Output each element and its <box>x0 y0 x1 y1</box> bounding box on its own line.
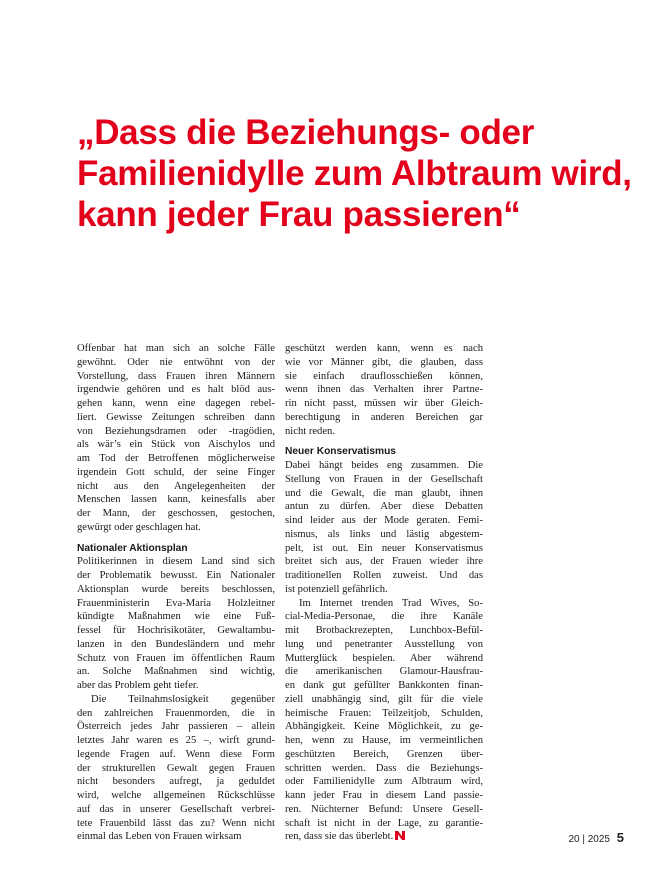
text-line: berechtigung in anderen Bereichen gar <box>285 411 483 423</box>
text-line: Dabei hängt beides eng zusammen. Die <box>285 460 483 471</box>
text-line: und die Gewalt, die man glaubt, ihnen <box>285 487 483 499</box>
page-footer <box>568 830 624 845</box>
text-line: den zahlreichen Frauenmorden, die in <box>77 707 275 719</box>
paragraph <box>285 597 483 845</box>
text-line: nicht reden. <box>285 425 336 437</box>
text-line: fessel für Hochrisikotäter, Gewaltambu- <box>77 625 275 636</box>
text-line: legende Fragen auf. Wenn diese Form <box>77 748 275 760</box>
text-line: lanzen in den Bundesländern und mehr <box>77 638 275 650</box>
text-line: Abhängigkeit. Keine Möglichkeit, zu ge- <box>285 721 483 733</box>
text-line: irgendwie gehören und es halt blöd aus- <box>77 384 275 396</box>
text-line: pelt, ist out. Ein neuer Konservatismus <box>285 542 483 554</box>
text-line: oder Familienidylle zum Albtraum wird, <box>285 776 483 788</box>
text-column-left <box>77 342 275 844</box>
text-line: Die Teilnahmslosigkeit gegenüber <box>91 693 275 705</box>
text-line: ren, dass sie das überlebt. <box>285 830 483 844</box>
text-line: an. Solche Maßnahmen sind wichtig, <box>77 666 275 678</box>
text-line: breitet sich aus, der Frauen wieder ihre <box>285 556 483 568</box>
text-line: sind leider aus der Mode geraten. Femi- <box>285 515 483 526</box>
headline-line-3: kann jeder Frau passieren“ <box>77 195 521 234</box>
text-line: kann jeder Frau in diesem Land passie- <box>285 790 483 801</box>
text-line: lung und penetranter Ausstellung von <box>285 638 483 650</box>
text-line: hen, wenn zu Hause, im vermeintlichen <box>285 735 483 746</box>
text-line: Schutz von Frauen im öffentlichen Raum <box>77 652 275 664</box>
text-line: schaft ist nicht in der Lage, zu garantie- <box>285 817 483 829</box>
text-line: einmal das Leben von Frauen wirksam <box>77 831 242 843</box>
paragraph <box>77 555 275 693</box>
text-line: gewöhnt. Oder nie entwöhnt von der <box>77 356 275 368</box>
text-line: wie vor Männer gibt, die glauben, dass <box>285 356 483 368</box>
headline-line-1: „Dass die Beziehungs- oder <box>77 113 535 152</box>
text-line: Menschen lassen kann, keinesfalls aber <box>77 494 275 506</box>
page-number: 5 <box>616 830 624 845</box>
paragraph <box>285 459 483 597</box>
text-line: wird, welche allgemeinen Rückschlüsse <box>77 790 275 801</box>
text-line: kündigte Maßnahmen wie eine Fuß- <box>77 611 275 623</box>
text-line: letztes Jahr waren es 25 –, wirft grund- <box>77 735 275 746</box>
text-line: gewürgt oder geschlagen hat. <box>77 521 201 533</box>
text-line: Im Internet trenden Trad Wives, So- <box>299 597 483 609</box>
text-line: nismus, als links und lästig abgestem- <box>285 528 483 540</box>
text-line: heimische Frauen: Teilzeitjob, Schulden, <box>285 707 483 719</box>
text-line: Politikerinnen in diesem Land sind sich <box>77 556 275 568</box>
text-line: tete Frauenbild lässt das zu? Wenn nicht <box>77 817 275 829</box>
text-line: mit Brotbackrezepten, Lunchbox-Befül- <box>285 625 483 636</box>
text-line: rin nicht passt, müssen wir über Gleich- <box>285 398 483 409</box>
issue-number: 20 | 2025 <box>568 834 610 845</box>
text-line: sie einfach drauflosschießen können, <box>285 370 483 382</box>
text-line: liert. Gewisse Zeitungen schreiben dann <box>77 411 275 423</box>
subheading-nationaler-aktionsplan: Nationaler Aktionsplan <box>77 542 188 554</box>
text-line: schritten werden. Dass die Beziehungs- <box>285 762 483 774</box>
text-line: Stellung von Frauen in der Gesellschaft <box>285 473 483 485</box>
paragraph <box>77 342 275 535</box>
text-line: als wär’s ein Stück von Aischylos und <box>77 439 275 451</box>
text-line: die amerikanischen Glamour-Hausfrau- <box>285 666 483 678</box>
end-mark-icon <box>395 831 405 840</box>
text-line: Vorstellung, dass Frauen ihren Männern <box>77 370 275 382</box>
subheading-neuer-konservatismus: Neuer Konservatismus <box>285 446 396 458</box>
text-line: Frauenministerin Eva-Maria Holzleitner <box>77 597 275 609</box>
text-line: traditionellen Rollen zuweist. Und das <box>285 570 483 581</box>
text-line: ist potenziell gefährlich. <box>285 583 388 595</box>
text-line: en dank gut gefüllter Bankkonten finan- <box>285 680 483 691</box>
text-line: cial-Media-Personae, die ihre Kanäle <box>285 611 483 623</box>
text-line: der Problematik bewusst. Ein Nationaler <box>77 570 275 581</box>
text-line: geschützten Bereich, Grenzen über- <box>285 748 483 760</box>
text-line: der strukturellen Gewalt gegen Frauen <box>77 762 275 774</box>
text-line: Mutterglück bespielen. Aber während <box>285 652 483 664</box>
text-line: Offenbar hat man sich an solche Fälle <box>77 343 275 354</box>
headline-line-2: Familienidylle zum Albtraum wird, <box>77 154 632 193</box>
paragraph <box>285 342 483 438</box>
text-line: der Mann, der geschossen, gestochen, <box>77 508 275 519</box>
article-headline <box>77 112 632 235</box>
text-column-right <box>285 342 483 844</box>
text-line: irgendein Gott schuld, der seine Finger <box>77 466 275 478</box>
text-line: nicht besonders aufregt, ja geduldet <box>77 776 275 788</box>
text-line: von Beziehungsdramen oder -tragödien, <box>77 425 275 437</box>
text-line: aber das Problem geht tiefer. <box>77 680 199 691</box>
text-line: am Tod der Betroffenen möglicherweise <box>77 453 275 464</box>
paragraph <box>77 693 275 844</box>
text-line: geschützt werden kann, wenn es nach <box>285 343 483 354</box>
text-line: ziell unabhängig sind, gilt für die viele <box>285 693 483 705</box>
text-line: antun zu dürfen. Aber diese Debatten <box>285 501 483 513</box>
text-line: ren. Nüchterner Befund: Unsere Gesell- <box>285 803 483 815</box>
text-line: gehen kann, wenn eine dagegen rebel- <box>77 398 275 409</box>
text-line: nicht aus den Angelegenheiten der <box>77 480 275 492</box>
text-line: wenn ihnen das Verhalten ihrer Partne- <box>285 384 483 396</box>
text-line: auf das in unserer Gesellschaft verbrei- <box>77 803 275 815</box>
text-line: Aktionsplan wurde bereits beschlossen, <box>77 583 275 595</box>
text-line: Österreich jedes Jahr passieren – allein <box>77 721 275 733</box>
